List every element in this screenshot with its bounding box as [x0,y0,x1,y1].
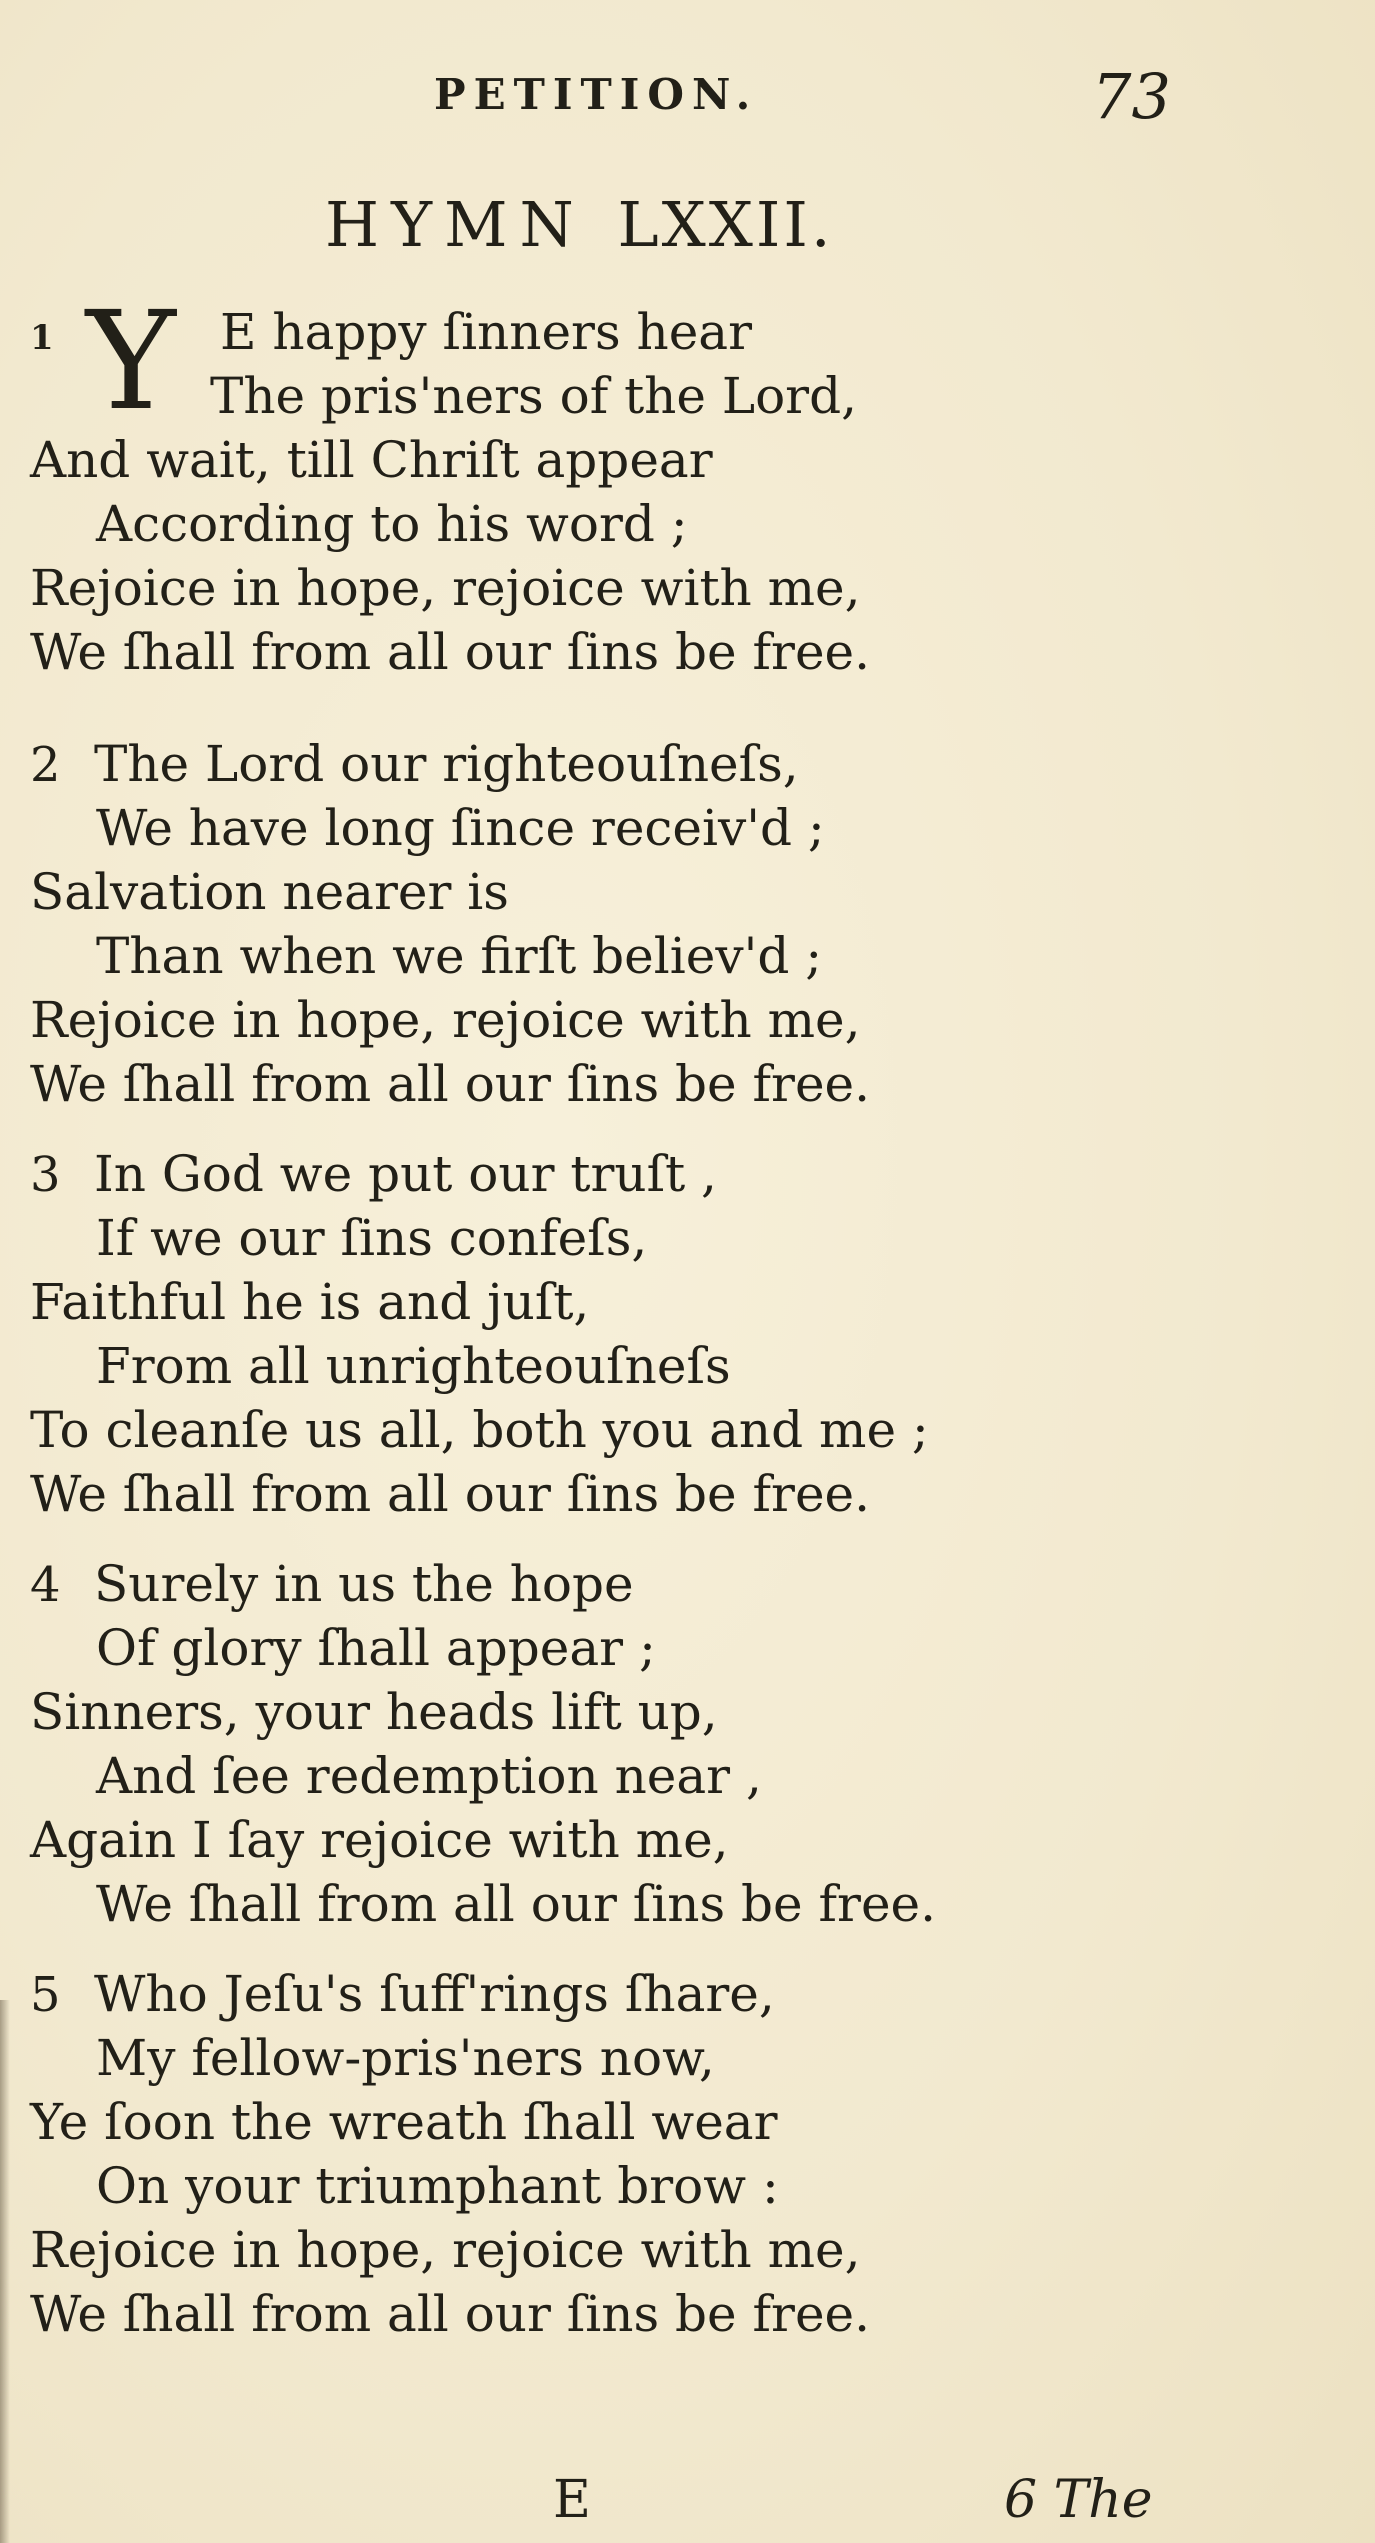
verse-line: Of glory ſhall appear ; [96,1619,656,1677]
stanza-number: 2 [30,737,61,793]
verse-line: We ſhall from all our ſins be free. [30,1465,871,1523]
verse-line: We have long ſince receiv'd ; [96,799,825,857]
verse-line: Again I ſay rejoice with me, [30,1811,729,1869]
verse-line: Rejoice in hope, rejoice with me, [30,991,861,1049]
verse-line: If we our ſins confeſs, [96,1209,648,1267]
drop-cap: Y [86,283,176,441]
verse-line [30,1552,936,1616]
signature-mark: E [553,2470,591,2530]
stanza-3 [30,1142,929,1526]
stanza-5 [30,1962,870,2346]
verse-line: My fellow-pris'ners now, [96,2029,715,2087]
stanza-number: 4 [30,1557,61,1613]
stanza-number: 3 [30,1147,61,1203]
verse-line: Rejoice in hope, rejoice with me, [30,2221,861,2279]
verse-line: We ſhall from all our ſins be free. [30,623,871,681]
verse-line: Than when we firſt believ'd ; [96,927,823,985]
verse-text: In God we put our truſt , [94,1145,717,1203]
verse-text: Who Jeſu's ſuff'rings ſhare, [94,1965,775,2023]
verse-line [30,1962,870,2026]
catchword: 6 The [1004,2470,1153,2530]
verse-line: On your triumphant brow : [96,2157,779,2215]
stanza-2 [30,732,870,1116]
verse-text: Surely in us the hope [94,1555,634,1613]
binding-shadow [0,2000,10,2543]
verse-line: Salvation nearer is [30,863,509,921]
hymn-title [325,188,834,261]
running-head: PETITION. [434,70,759,119]
verse-line: We ſhall from all our ſins be free. [30,2285,871,2343]
stanza-opening [30,283,870,441]
verse-text: The Lord our righteouſneſs, [94,735,799,793]
page-number: 73 [1092,60,1171,133]
verse-line: And wait, till Chriſt appear [30,431,713,489]
verse-line: We ſhall from all our ſins be free. [96,1875,937,1933]
verse-line: According to his word ; [96,495,688,553]
verse-line: E happy ſinners hear [220,303,753,361]
verse-line: To cleanſe us all, both you and me ; [30,1401,929,1459]
verse-line: Faithful he is and juſt, [30,1273,590,1331]
verse-line: Sinners, your heads lift up, [30,1683,718,1741]
verse-line: Ye ſoon the wreath ſhall wear [30,2093,778,2151]
hymn-number: LXXII. [617,188,834,261]
stanza-4 [30,1552,936,1936]
verse-line [30,732,870,796]
stanza-1 [30,283,871,684]
hymn-label: HYMN [325,188,586,261]
verse-line: We ſhall from all our ſins be free. [30,1055,871,1113]
verse-line: The pris'ners of the Lord, [210,367,857,425]
stanza-number: 5 [30,1967,61,2023]
verse-line: And ſee redemption near , [96,1747,762,1805]
verse-line: From all unrighteouſneſs [96,1337,731,1395]
verse-line: Rejoice in hope, rejoice with me, [30,559,861,617]
verse-line [30,1142,929,1206]
stanza-number: 1 [30,318,54,358]
